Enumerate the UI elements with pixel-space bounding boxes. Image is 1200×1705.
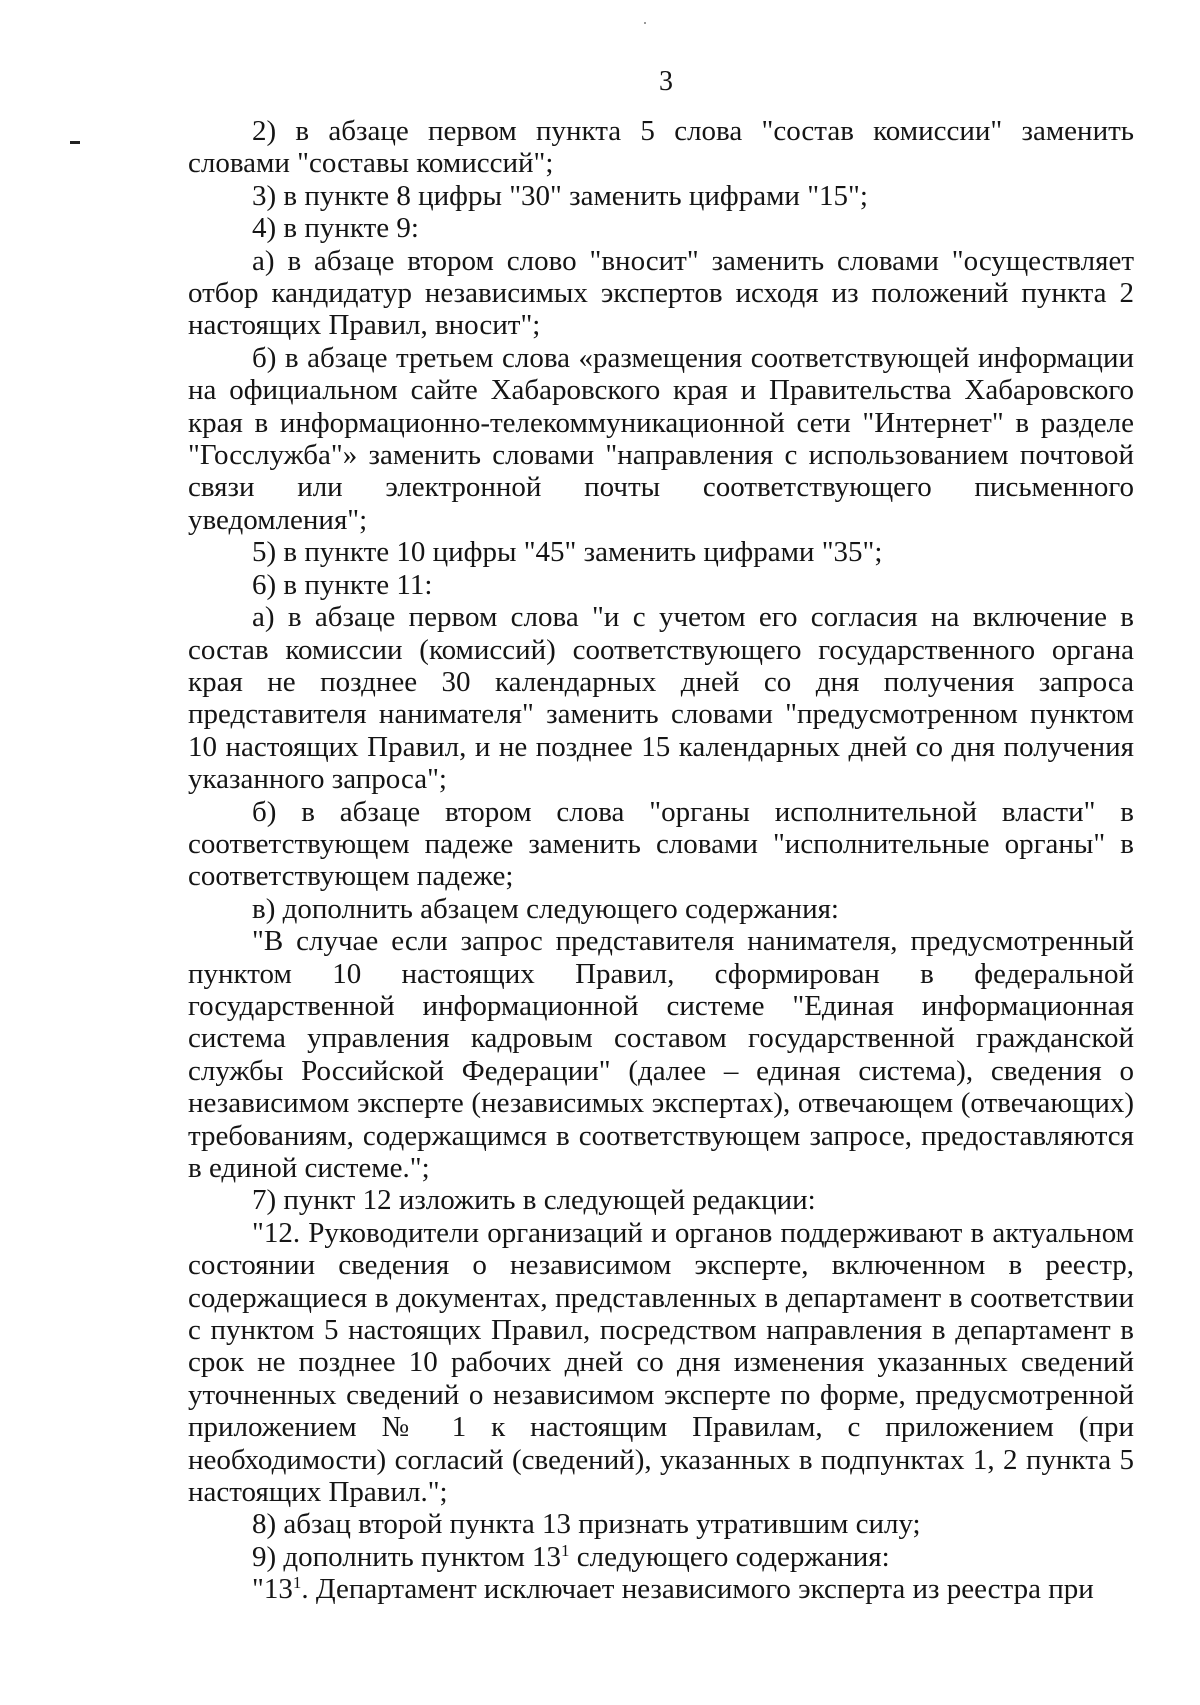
document-body <box>188 115 1134 1606</box>
paragraph-text: . Департамент исключает независимого эксперта из реестра при <box>301 1573 1094 1606</box>
page-number: 3 <box>659 66 673 97</box>
paragraph: в) дополнить абзацем следующего содержания: <box>252 892 839 925</box>
paragraph-text: 9) дополнить пунктом 13 <box>252 1540 562 1573</box>
paragraph: 4) в пункте 9: <box>252 212 419 245</box>
scan-artifact-dash <box>70 141 80 144</box>
paragraph: 2) в абзаце первом пункта 5 слова "состав комиссии" заменить словами "составы комиссий"; <box>188 115 1134 180</box>
paragraph: "12. Руководители организаций и органов поддерживают в актуальном состоянии сведения о независимом эксперте, включенном в реестр, содержащиеся в документах, представленных в департамент в соответствии с пунктом 5 настоящих Правил, посредством направления в департамент в срок не позднее 10 рабочих дней со дня изменения указанных сведений уточненных сведений о независимом эксперте по форме, предусмотренной приложением № 1 к настоящим Правилам, с приложением (при необходимости) согласий (сведений), указанных в подпунктах 1, 2 пункта 5 настоящих Правил."; <box>188 1216 1134 1509</box>
paragraph: а) в абзаце втором слово "вносит" заменить словами "осуществляет отбор кандидатур независимых экспертов исходя из положений пункта 2 настоящих Правил, вносит"; <box>188 244 1134 342</box>
paragraph: 6) в пункте 11: <box>252 568 433 601</box>
paragraph: б) в абзаце втором слова "органы исполнительной власти" в соответствующем падеже заменить словами "исполнительные органы" в соответствующем падеже; <box>188 795 1134 893</box>
paragraph: 3) в пункте 8 цифры "30" заменить цифрами "15"; <box>252 179 868 212</box>
paragraph-text: следующего содержания: <box>569 1540 890 1573</box>
paragraph: б) в абзаце третьем слова «размещения соответствующей информации на официальном сайте Хабаровского края и Правительства Хабаровского края в информационно-телекоммуникационной сети "Интернет" в разделе "Госслужба"» заменить словами "направления с использованием почтовой связи или электронной почты соответствующего письменного уведомления"; <box>188 341 1134 536</box>
paragraph-with-superscript <box>188 1573 1134 1605</box>
paragraph-text: "13 <box>252 1573 293 1606</box>
superscript: 1 <box>561 1540 570 1560</box>
paragraph: 8) абзац второй пункта 13 признать утратившим силу; <box>252 1508 921 1541</box>
paragraph: 7) пункт 12 изложить в следующей редакции: <box>252 1184 816 1217</box>
paragraph-with-superscript <box>188 1541 1134 1573</box>
scan-artifact-dot <box>644 22 646 24</box>
paragraph: "В случае если запрос представителя нанимателя, предусмотренный пунктом 10 настоящих Правил, сформирован в федеральной государственной информационной системе "Единая информационная система управления кадровым составом государственной гражданской службы Российской Федерации" (далее – единая система), сведения о независимом эксперте (независимых экспертах), отвечающем (отвечающих) требованиям, содержащимся в соответствующем запросе, предоставляются в единой системе."; <box>188 925 1134 1184</box>
paragraph: а) в абзаце первом слова "и с учетом его согласия на включение в состав комиссии (комиссий) соответствующего государственного органа края не позднее 30 календарных дней со дня получения запроса представителя нанимателя" заменить словами "предусмотренном пунктом 10 настоящих Правил, и не позднее 15 календарных дней со дня получения указанного запроса"; <box>188 601 1134 796</box>
paragraph: 5) в пункте 10 цифры "45" заменить цифрами "35"; <box>252 536 883 569</box>
superscript: 1 <box>292 1573 302 1593</box>
